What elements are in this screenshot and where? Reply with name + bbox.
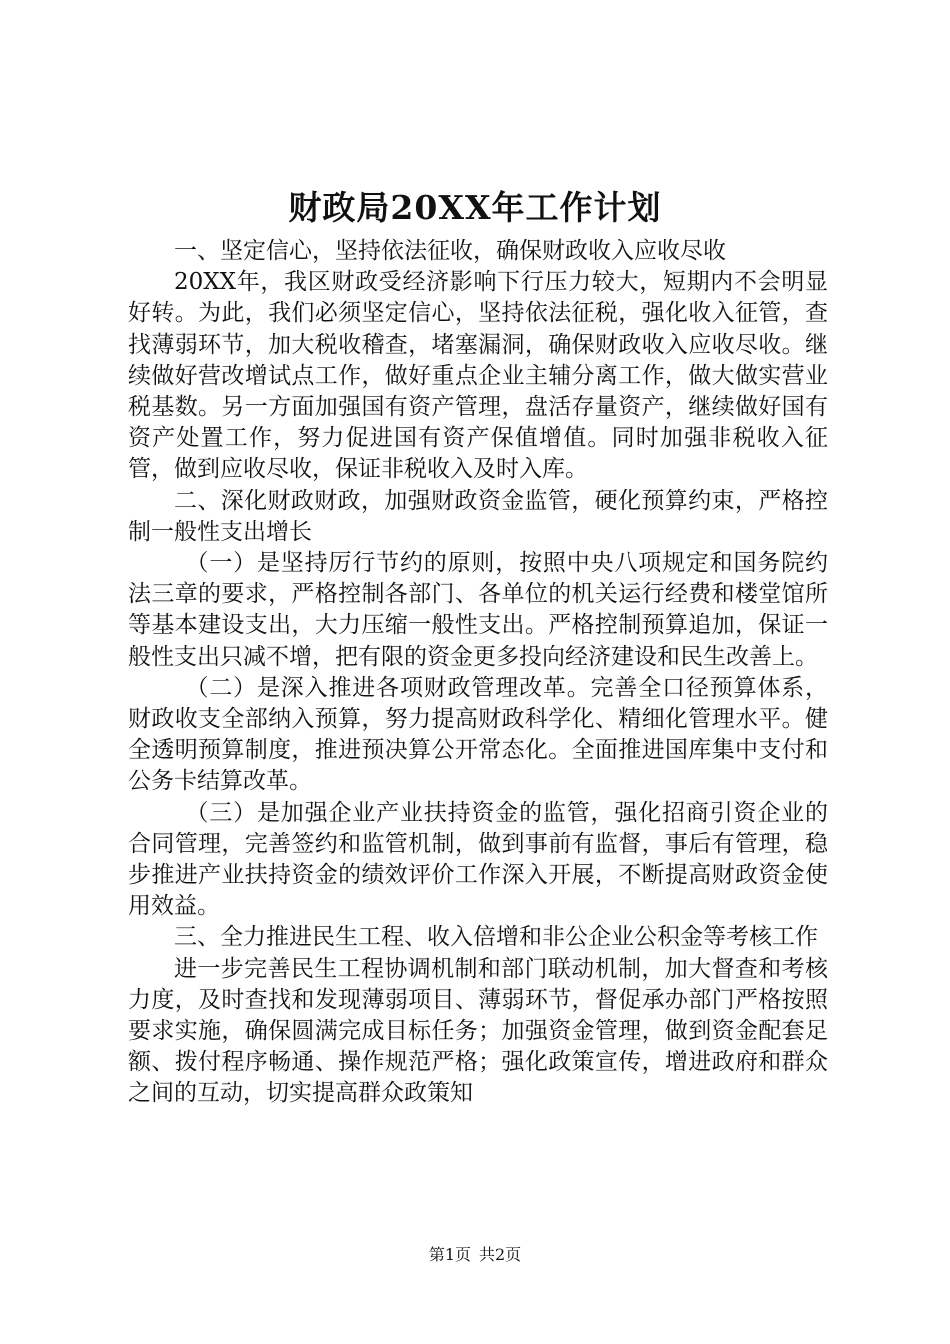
document-title: 财政局20XX年工作计划 [288,188,662,227]
section-heading-1: 一、坚定信心，坚持依法征收，确保财政收入应收尽收 [174,238,726,264]
page-number-current: 第1页 [428,1245,471,1264]
paragraph-2-3: （三）是加强企业产业扶持资金的监管，强化招商引资企业的合同管理，完善签约和监管机制，做到事前有监督，事后有管理，稳步推进产业扶持资金的绩效评价工作深入开展，不断提高财政资金使用效益。 [128,799,828,920]
section-heading-3: 三、全力推进民生工程、收入倍增和非公企业公积金等考核工作 [174,924,818,951]
section-heading-2: 二、深化财政财政，加强财政资金监管，硬化预算约束，严格控制一般性支出增长 [128,487,828,545]
paragraph-2-1: （一）是坚持厉行节约的原则，按照中央八项规定和国务院约法三章的要求，严格控制各部门、各单位的机关运行经费和楼堂馆所等基本建设支出，大力压缩一般性支出。严格控制预算追加，保证一般性支出只减不增，把有限的资金更多投向经济建设和民生改善上。 [128,550,828,670]
page-number-total: 共2页 [479,1245,522,1264]
paragraph-1: 20XX年，我区财政受经济影响下行压力较大，短期内不会明显好转。为此，我们必须坚定信心，坚持依法征税，强化收入征管，查找薄弱环节，加大税收稽查，堵塞漏洞，确保财政收入应收尽收。继续做好营改增试点工作，做好重点企业主辅分离工作，做大做实营业税基数。另一方面加强国有资产管理，盘活存量资产，继续做好国有资产处置工作，努力促进国有资产保值增值。同时加强非税收入征管，做到应收尽收，保证非税收入及时入库。 [128,269,828,483]
page-footer [0,1244,950,1266]
paragraph-2-2: （二）是深入推进各项财政管理改革。完善全口径预算体系，财政收支全部纳入预算，努力提高财政科学化、精细化管理水平。健全透明预算制度，推进预决算公开常态化。全面推进国库集中支付和公务卡结算改革。 [128,674,828,795]
paragraph-3: 进一步完善民生工程协调机制和部门联动机制，加大督查和考核力度，及时查找和发现薄弱项目、薄弱环节，督促承办部门严格按照要求实施，确保圆满完成目标任务；加强资金管理，做到资金配套足额、拨付程序畅通、操作规范严格；强化政策宣传，增进政府和群众之间的互动，切实提高群众政策知 [128,955,828,1107]
document-body [128,236,828,1110]
